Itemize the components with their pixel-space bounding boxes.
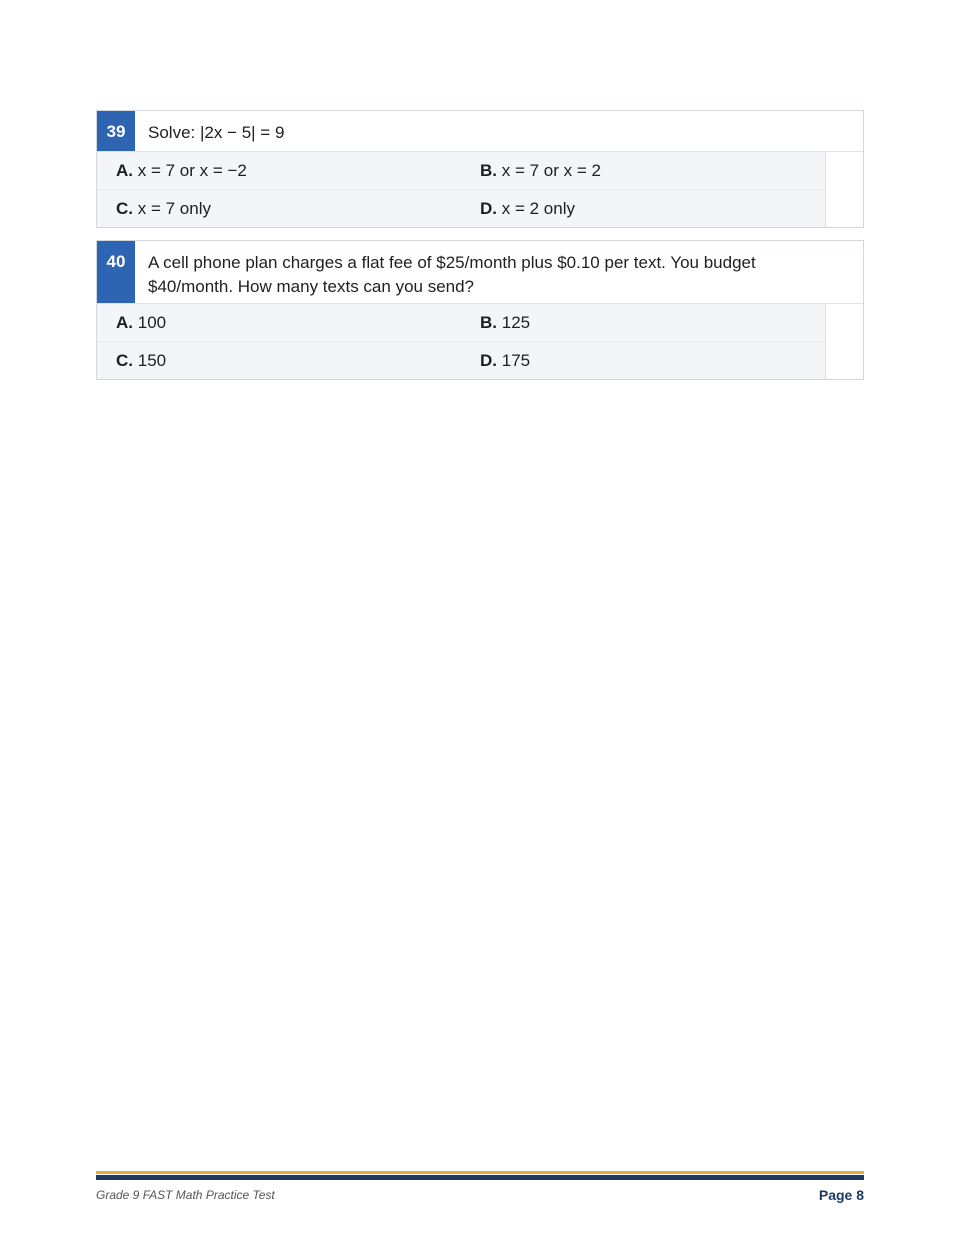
question-40 xyxy=(96,240,864,380)
option-letter: B. xyxy=(480,312,497,332)
question-text: A cell phone plan charges a flat fee of $25/month plus $0.10 per text. You budget $40/month. How many texts can you send? xyxy=(148,253,756,296)
question-number: 39 xyxy=(97,111,135,151)
option-letter: A. xyxy=(116,160,133,180)
option-text: x = 2 only xyxy=(501,198,575,218)
option-letter: B. xyxy=(480,160,497,180)
option-row xyxy=(97,152,825,190)
option-row xyxy=(97,304,825,342)
question-header xyxy=(97,241,863,304)
option-text: 175 xyxy=(501,350,531,370)
option-b[interactable] xyxy=(461,313,825,333)
footer-title: Grade 9 FAST Math Practice Test xyxy=(96,1188,275,1202)
option-d[interactable] xyxy=(461,351,825,371)
option-d[interactable] xyxy=(461,199,825,219)
option-text: 150 xyxy=(137,350,167,370)
option-a[interactable] xyxy=(97,313,461,333)
page-number: Page 8 xyxy=(818,1187,864,1203)
option-text: x = 7 or x = −2 xyxy=(137,160,247,180)
option-c[interactable] xyxy=(97,351,461,371)
question-39 xyxy=(96,110,864,228)
option-a[interactable] xyxy=(97,161,461,181)
question-number: 40 xyxy=(97,241,135,303)
option-letter: D. xyxy=(480,350,497,370)
option-b[interactable] xyxy=(461,161,825,181)
option-letter: A. xyxy=(116,312,133,332)
option-text: 100 xyxy=(137,312,167,332)
option-row xyxy=(97,342,825,379)
question-text: Solve: |2x − 5| = 9 xyxy=(148,123,285,142)
option-text: 125 xyxy=(501,312,531,332)
option-row xyxy=(97,190,825,227)
option-letter: D. xyxy=(480,198,497,218)
question-header xyxy=(97,111,863,152)
answer-options xyxy=(97,152,826,227)
option-letter: C. xyxy=(116,198,133,218)
answer-options xyxy=(97,304,826,379)
option-c[interactable] xyxy=(97,199,461,219)
footer-divider xyxy=(96,1175,864,1180)
option-letter: C. xyxy=(116,350,133,370)
option-text: x = 7 or x = 2 xyxy=(501,160,601,180)
option-text: x = 7 only xyxy=(137,198,211,218)
footer-accent-line xyxy=(96,1171,864,1174)
